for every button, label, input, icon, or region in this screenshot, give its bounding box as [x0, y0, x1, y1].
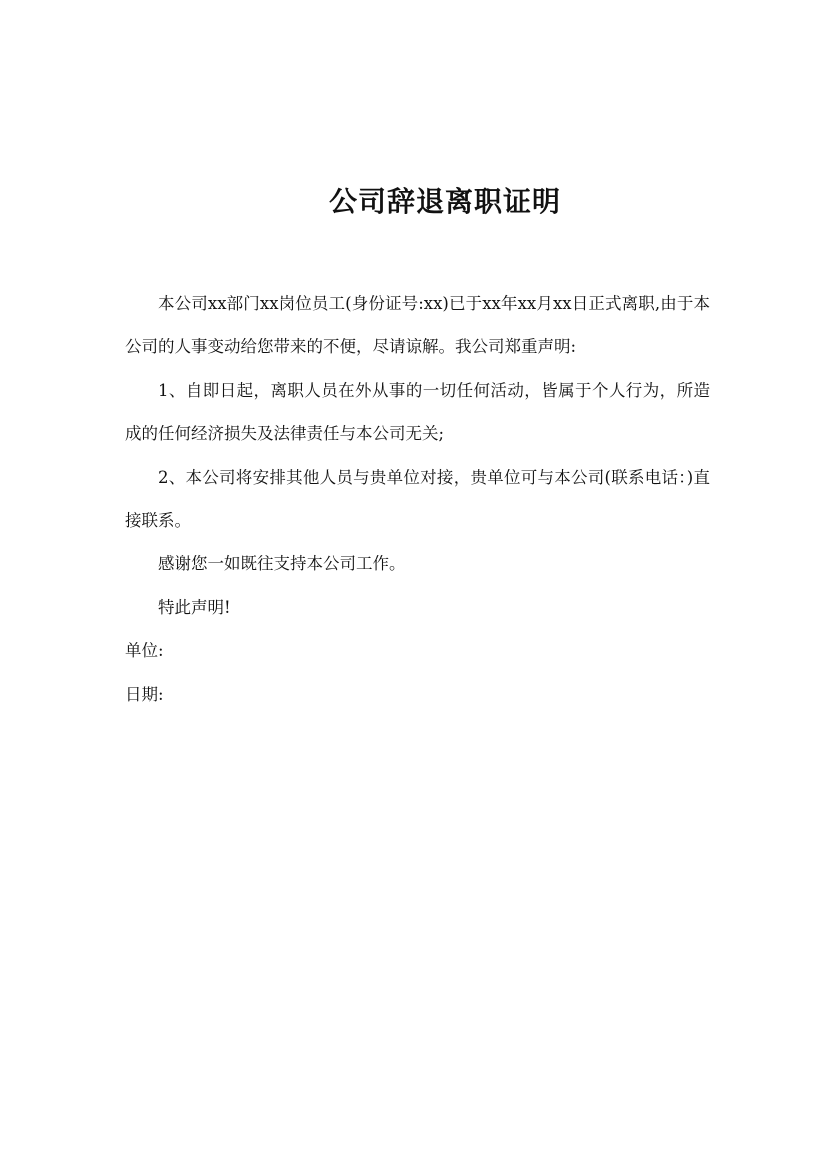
paragraph-thanks: 感谢您一如既往支持本公司工作。	[158, 554, 406, 574]
document-body	[125, 282, 710, 716]
paragraph-intro: 本公司xx部门xx岗位员工(身份证号:xx)已于xx年xx月xx日正式离职,由于本公司的人事变动给您带来的不便，尽请谅解。我公司郑重声明:	[125, 294, 710, 357]
paragraph-item-2: 2、本公司将安排其他人员与贵单位对接，贵单位可与本公司(联系电话：)直接联系。	[125, 467, 710, 531]
document-title: 公司辞退离职证明	[328, 185, 561, 218]
paragraph-declaration: 特此声明!	[158, 597, 231, 617]
unit-label: 单位:	[125, 641, 164, 661]
paragraph-item-1: 1、自即日起，离职人员在外从事的一切任何活动，皆属于个人行为，所造成的任何经济损失及法律责任与本公司无关;	[125, 380, 710, 444]
date-label: 日期:	[125, 684, 164, 704]
